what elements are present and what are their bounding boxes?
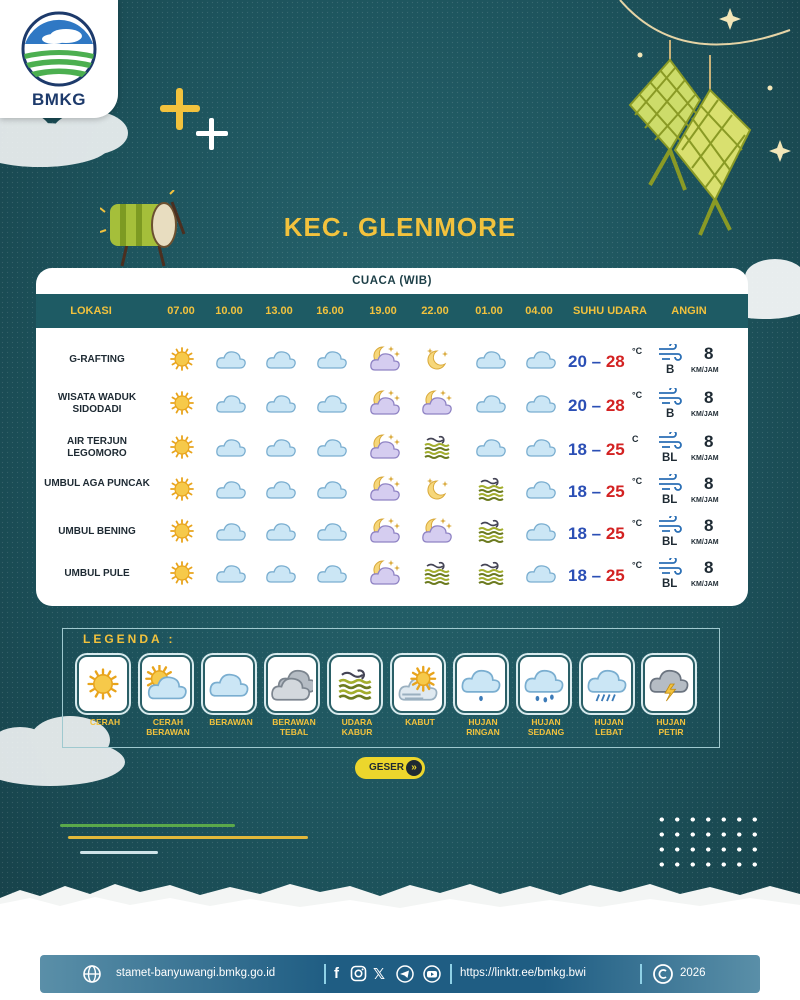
moon-cloud-icon: [369, 559, 401, 587]
telegram-icon[interactable]: [396, 965, 414, 983]
temperature-range: [568, 524, 658, 544]
thunderstorm-icon: [648, 665, 690, 703]
table-row: [36, 340, 748, 382]
light-rain-icon: [460, 665, 502, 703]
temp-max: 25: [605, 482, 625, 501]
sun-icon: [166, 433, 198, 461]
temp-unit: °C: [632, 518, 643, 528]
weather-cell: [265, 475, 297, 503]
weather-cell: [316, 475, 348, 503]
wind-speed: 8: [704, 558, 714, 577]
decorative-line: [80, 851, 158, 854]
temp-min: 20: [568, 396, 587, 415]
header-time: 01.00: [475, 305, 503, 317]
wind-direction: BL: [662, 578, 678, 590]
weather-cell: [215, 559, 247, 587]
legend-icon-box: [455, 655, 507, 713]
cloud-icon: [475, 389, 507, 417]
temp-unit: °C: [632, 390, 643, 400]
cloud-icon: [525, 433, 557, 461]
cloud-icon: [525, 517, 557, 545]
location-name: UMBUL BENING: [58, 526, 136, 537]
weather-cell: [475, 475, 507, 503]
wind-icon: [658, 388, 684, 406]
weather-cell: [369, 389, 401, 417]
logo-text: BMKG: [32, 90, 86, 109]
moon-icon: [421, 475, 453, 503]
haze-icon: [421, 559, 453, 587]
moon-cloud-icon: [369, 389, 401, 417]
weather-cell: [215, 345, 247, 373]
wind-unit: KM/JAM: [691, 497, 719, 504]
legend-item: [77, 655, 133, 727]
legend-label: CERAH: [89, 717, 121, 727]
temp-max: 25: [605, 566, 625, 585]
moon-cloud-icon: [421, 517, 453, 545]
footer-bar: [40, 955, 760, 993]
temperature-range: [568, 440, 658, 460]
wind-direction: BL: [662, 452, 678, 464]
temp-min: 18: [568, 524, 587, 543]
temperature-range: [568, 566, 658, 586]
legend-icon-box: [266, 655, 318, 713]
decorative-line: [60, 824, 235, 827]
bmkg-emblem-icon: [16, 10, 102, 88]
wind-speed: 8: [704, 388, 714, 407]
cloud-icon: [215, 389, 247, 417]
x-icon[interactable]: 𝕏: [373, 966, 386, 983]
weather-cell: [215, 389, 247, 417]
legend-title: LEGENDA :: [83, 632, 176, 646]
weather-cell: [265, 433, 297, 461]
weather-cell: [265, 345, 297, 373]
weather-cell: [265, 517, 297, 545]
temp-separator: –: [586, 396, 606, 415]
cloud-icon: [215, 345, 247, 373]
weather-cell: [475, 345, 507, 373]
wind-unit: KM/JAM: [691, 581, 719, 588]
weather-cell: [166, 345, 198, 373]
sun-icon: [166, 389, 198, 417]
weather-cell: [369, 517, 401, 545]
legend-label: CERAH BERAWAN: [146, 717, 190, 737]
cloud-icon: [265, 475, 297, 503]
temp-unit: C: [632, 434, 639, 444]
cloud-icon: [265, 389, 297, 417]
location-name: UMBUL AGA PUNCAK: [44, 478, 150, 489]
weather-cell: [265, 389, 297, 417]
cloud-icon: [215, 433, 247, 461]
cloud-icon: [475, 345, 507, 373]
weather-cell: [215, 433, 247, 461]
temperature-range: [568, 352, 658, 372]
wind-direction: B: [666, 364, 675, 376]
legend-icon-box: [203, 655, 255, 713]
wind-icon: [658, 344, 684, 362]
legend-icon-box: [77, 655, 129, 713]
wind-speed: 8: [704, 432, 714, 451]
weather-cell: [166, 433, 198, 461]
wind-speed: 8: [704, 516, 714, 535]
footer-divider: [324, 964, 326, 984]
cloud-icon: [475, 433, 507, 461]
wind-icon: [658, 558, 684, 576]
legend-item: [329, 655, 385, 737]
weather-cell: [215, 517, 247, 545]
forecast-table: [36, 268, 748, 606]
haze-icon: [475, 475, 507, 503]
page-title: KEC. GLENMORE: [283, 212, 517, 242]
haze-icon: [421, 433, 453, 461]
cloud-icon: [316, 433, 348, 461]
fog-icon: [397, 665, 439, 703]
weather-cell: [166, 559, 198, 587]
copyright-year: 2026: [680, 967, 706, 979]
instagram-icon[interactable]: [350, 965, 367, 982]
weather-cell: [369, 559, 401, 587]
weather-cell: [475, 433, 507, 461]
haze-icon: [475, 517, 507, 545]
weather-cell: [369, 433, 401, 461]
legend-label: HUJAN PETIR: [656, 717, 686, 737]
temp-unit: °C: [632, 346, 643, 356]
temp-max: 28: [605, 352, 625, 371]
plus-decoration-icon: [160, 88, 240, 154]
cloud-icon: [525, 345, 557, 373]
sun-icon: [166, 517, 198, 545]
wind-speed: 8: [704, 474, 714, 493]
header-time: 22.00: [421, 305, 449, 317]
table-row: [36, 470, 748, 512]
haze-icon: [475, 559, 507, 587]
table-caption: CUACA (WIB): [352, 275, 432, 287]
weather-cell: [166, 517, 198, 545]
cloud-icon: [316, 475, 348, 503]
weather-cell: [525, 559, 557, 587]
thick-cloud-icon: [271, 665, 313, 703]
weather-cell: [316, 345, 348, 373]
sun-cloud-icon: [145, 665, 187, 703]
legend-icon-box: [518, 655, 570, 713]
bmkg-logo: [0, 0, 118, 118]
weather-cell: [369, 345, 401, 373]
temp-min: 18: [568, 566, 587, 585]
header-time: 10.00: [215, 305, 243, 317]
weather-cell: [421, 433, 453, 461]
weather-cell: [525, 475, 557, 503]
moderate-rain-icon: [523, 665, 565, 703]
temperature-range: [568, 396, 658, 416]
cloud-icon: [215, 559, 247, 587]
table-row: [36, 428, 748, 470]
moon-cloud-icon: [369, 475, 401, 503]
wind-direction: B: [666, 408, 675, 420]
weather-cell: [316, 517, 348, 545]
haze-icon: [334, 665, 376, 703]
cloud-icon: [265, 517, 297, 545]
location-name: WISATA WADUK SIDODADI: [57, 392, 137, 415]
sun-icon: [166, 345, 198, 373]
legend-item: [266, 655, 322, 737]
weather-cell: [316, 389, 348, 417]
temp-min: 18: [568, 482, 587, 501]
temp-unit: °C: [632, 476, 643, 486]
wind-unit: KM/JAM: [691, 411, 719, 418]
weather-cell: [369, 475, 401, 503]
copyright-icon: [652, 963, 674, 985]
legend-item: [392, 655, 448, 727]
legend-label: UDARA KABUR: [341, 717, 373, 737]
weather-cell: [421, 389, 453, 417]
decorative-line: [68, 836, 308, 839]
legend-item: [518, 655, 574, 737]
legend-label: BERAWAN TEBAL: [272, 717, 316, 737]
legend-item: [581, 655, 637, 737]
weather-cell: [421, 345, 453, 373]
header-wind: ANGIN: [671, 305, 707, 317]
weather-cell: [525, 345, 557, 373]
sun-icon: [82, 665, 124, 703]
legend-label: KABUT: [405, 717, 435, 727]
legend-label: HUJAN LEBAT: [594, 717, 624, 737]
sun-icon: [166, 475, 198, 503]
temp-separator: –: [586, 566, 606, 585]
cloud-icon: [265, 433, 297, 461]
legend-label: BERAWAN: [209, 717, 253, 727]
table-row: [36, 384, 748, 426]
cloud-icon: [525, 475, 557, 503]
temp-separator: –: [586, 440, 606, 459]
footer-divider: [450, 964, 452, 984]
location-name: G-RAFTING: [69, 354, 125, 365]
next-slide-label: GESER: [369, 762, 405, 773]
weather-cell: [475, 517, 507, 545]
weather-cell: [166, 389, 198, 417]
cloud-icon: [316, 559, 348, 587]
globe-icon: [82, 964, 102, 984]
temperature-range: [568, 482, 658, 502]
weather-cell: [525, 517, 557, 545]
wind-unit: KM/JAM: [691, 367, 719, 374]
legend-item: [203, 655, 259, 727]
cloud-icon: [316, 517, 348, 545]
temp-unit: °C: [632, 560, 643, 570]
legend-item: [643, 655, 699, 737]
wind-icon: [658, 474, 684, 492]
cloud-icon: [215, 475, 247, 503]
legend-icon-box: [140, 655, 192, 713]
legend-label: HUJAN SEDANG: [527, 717, 565, 737]
temp-max: 25: [605, 524, 625, 543]
table-header-row: [36, 294, 748, 328]
moon-icon: [421, 345, 453, 373]
legend-label: HUJAN RINGAN: [466, 717, 500, 737]
header-time: 19.00: [369, 305, 397, 317]
cloud-icon: [265, 559, 297, 587]
temp-separator: –: [586, 352, 606, 371]
weather-cell: [166, 475, 198, 503]
table-row: [36, 512, 748, 554]
header-time: 16.00: [316, 305, 344, 317]
temp-separator: –: [586, 524, 606, 543]
location-name: AIR TERJUN LEGOMORO: [66, 436, 127, 459]
temp-min: 18: [568, 440, 587, 459]
wind-direction: BL: [662, 536, 678, 548]
youtube-icon[interactable]: [422, 965, 442, 983]
header-time: 04.00: [525, 305, 553, 317]
cloud-icon: [208, 665, 250, 703]
footer-divider: [640, 964, 642, 984]
moon-cloud-icon: [369, 517, 401, 545]
legend-icon-box: [643, 655, 695, 713]
chevron-right-icon: »: [406, 760, 422, 776]
linktree-link[interactable]: https://linktr.ee/bmkg.bwi: [460, 967, 586, 979]
heavy-rain-icon: [586, 665, 628, 703]
weather-cell: [475, 389, 507, 417]
header-time: 13.00: [265, 305, 293, 317]
weather-cell: [265, 559, 297, 587]
next-slide-button[interactable]: [355, 757, 425, 779]
legend-icon-box: [329, 655, 381, 713]
weather-cell: [421, 517, 453, 545]
moon-cloud-icon: [369, 433, 401, 461]
wind-icon: [658, 432, 684, 450]
website-link[interactable]: stamet-banyuwangi.bmkg.go.id: [116, 967, 276, 979]
wind-icon: [658, 516, 684, 534]
legend-panel: [62, 628, 720, 748]
dots-decoration: [654, 812, 764, 868]
temp-separator: –: [586, 482, 606, 501]
weather-cell: [525, 433, 557, 461]
header-time: 07.00: [167, 305, 195, 317]
temp-max: 25: [605, 440, 625, 459]
weather-cell: [475, 559, 507, 587]
table-row: [36, 554, 748, 596]
wind-speed: 8: [704, 344, 714, 363]
cloud-icon: [525, 559, 557, 587]
legend-icon-box: [581, 655, 633, 713]
header-location: LOKASI: [70, 305, 112, 317]
weather-cell: [421, 559, 453, 587]
weather-cell: [316, 433, 348, 461]
cloud-icon: [316, 389, 348, 417]
facebook-icon[interactable]: f: [334, 965, 339, 982]
cloud-icon: [215, 517, 247, 545]
weather-cell: [525, 389, 557, 417]
weather-cell: [421, 475, 453, 503]
moon-cloud-icon: [369, 345, 401, 373]
legend-item: [455, 655, 511, 737]
temp-min: 20: [568, 352, 587, 371]
header-temperature: SUHU UDARA: [573, 305, 647, 317]
temp-max: 28: [605, 396, 625, 415]
sun-icon: [166, 559, 198, 587]
weather-cell: [316, 559, 348, 587]
wind-unit: KM/JAM: [691, 455, 719, 462]
wind-unit: KM/JAM: [691, 539, 719, 546]
ketupat-decoration-icon: [600, 0, 800, 240]
weather-cell: [215, 475, 247, 503]
wind-direction: BL: [662, 494, 678, 506]
cloud-icon: [525, 389, 557, 417]
cloud-icon: [316, 345, 348, 373]
location-name: UMBUL PULE: [64, 568, 130, 579]
moon-cloud-icon: [421, 389, 453, 417]
legend-item: [140, 655, 196, 737]
legend-icon-box: [392, 655, 444, 713]
cloud-icon: [265, 345, 297, 373]
